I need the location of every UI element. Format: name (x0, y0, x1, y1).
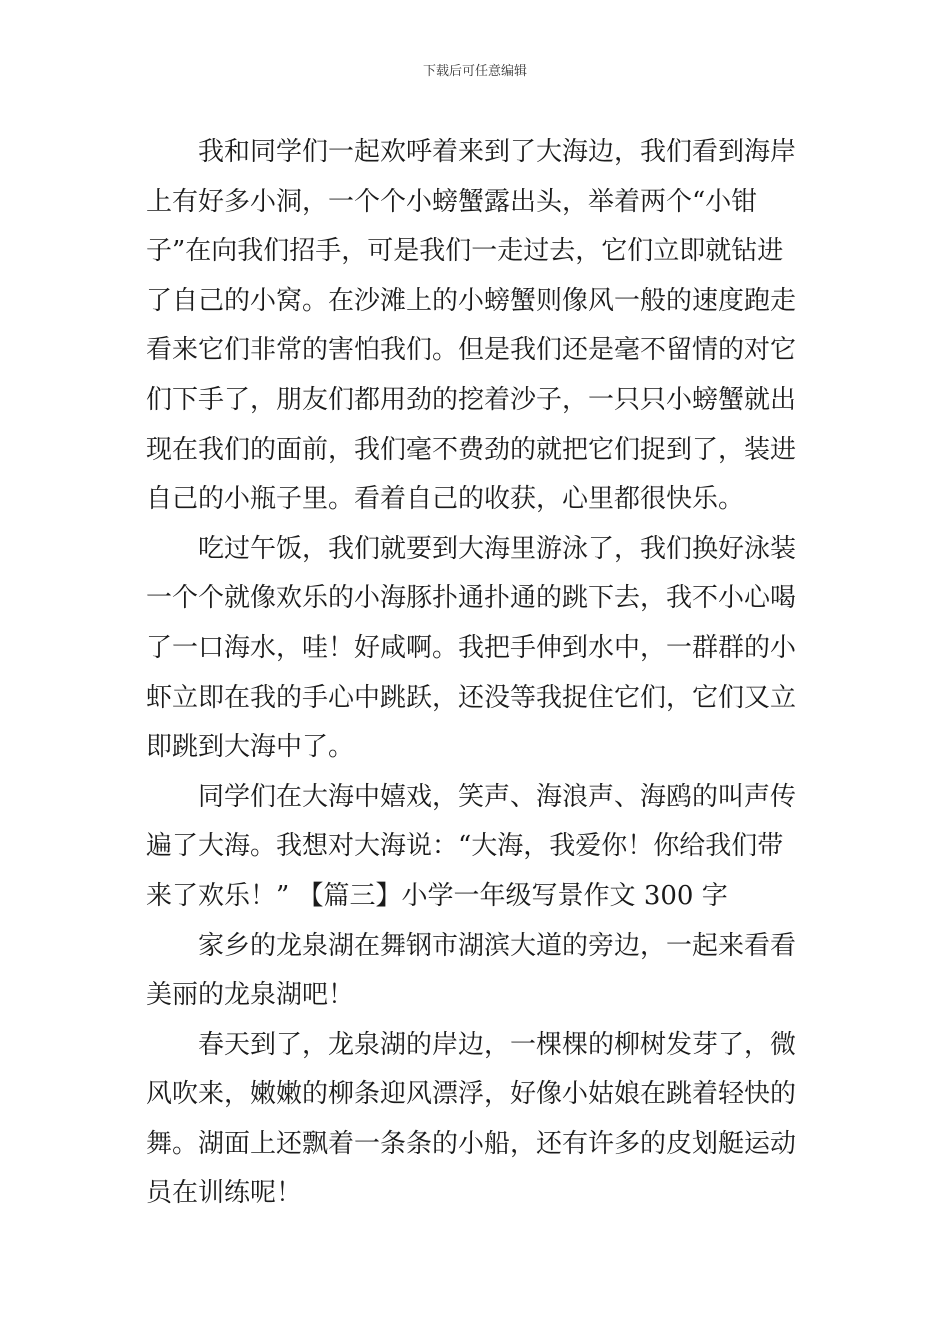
text-line: 家乡的龙泉湖在舞钢市湖滨大道的旁边，一起来看看 (198, 930, 797, 961)
paragraph-playing-sea (146, 773, 808, 922)
paragraph-swimming (146, 525, 808, 773)
text-line: 即跳到大海中了。 (146, 732, 355, 763)
text-line: 来了欢乐！” 【篇三】小学一年级写景作文 300 字 (146, 880, 728, 911)
text-line: 遍了大海。我想对大海说：“大海，我爱你！你给我们带 (146, 831, 784, 862)
text-line: 现在我们的面前，我们毫不费劲的就把它们捉到了，装进 (146, 434, 797, 465)
text-line: 风吹来，嫩嫩的柳条迎风漂浮，好像小姑娘在跳着轻快的 (146, 1079, 797, 1110)
text-line: 春天到了，龙泉湖的岸边，一棵棵的柳树发芽了，微 (198, 1029, 797, 1060)
paragraph-beach-crabs (146, 128, 808, 525)
document-body (146, 128, 808, 1219)
paragraph-longquan-lake-intro (146, 922, 808, 1021)
text-line: 舞。湖面上还飘着一条条的小船，还有许多的皮划艇运动 (146, 1128, 797, 1159)
text-line: 子”在向我们招手，可是我们一走过去，它们立即就钻进 (146, 236, 784, 267)
page-header: 下载后可任意编辑 (422, 64, 527, 79)
text-line: 一个个就像欢乐的小海豚扑通扑通的跳下去，我不小心喝 (146, 583, 797, 614)
text-line: 了自己的小窝。在沙滩上的小螃蟹则像风一般的速度跑走 (146, 285, 797, 316)
text-line: 们下手了，朋友们都用劲的挖着沙子，一只只小螃蟹就出 (146, 384, 797, 415)
text-line: 了一口海水，哇！好咸啊。我把手伸到水中，一群群的小 (146, 632, 797, 663)
text-line: 吃过午饭，我们就要到大海里游泳了，我们换好泳装 (198, 533, 797, 564)
text-line: 上有好多小洞，一个个小螃蟹露出头，举着两个“小钳 (146, 186, 758, 217)
text-line: 同学们在大海中嬉戏，笑声、海浪声、海鸥的叫声传 (198, 781, 797, 812)
text-line: 员在训练呢！ (146, 1178, 303, 1209)
text-line: 美丽的龙泉湖吧！ (146, 980, 355, 1011)
text-line: 看来它们非常的害怕我们。但是我们还是毫不留情的对它 (146, 335, 797, 366)
text-line: 我和同学们一起欢呼着来到了大海边，我们看到海岸 (198, 137, 797, 167)
text-line: 自己的小瓶子里。看着自己的收获，心里都很快乐。 (146, 484, 745, 515)
text-line: 虾立即在我的手心中跳跃，还没等我捉住它们，它们又立 (146, 682, 797, 713)
paragraph-spring-lake (146, 1021, 808, 1219)
